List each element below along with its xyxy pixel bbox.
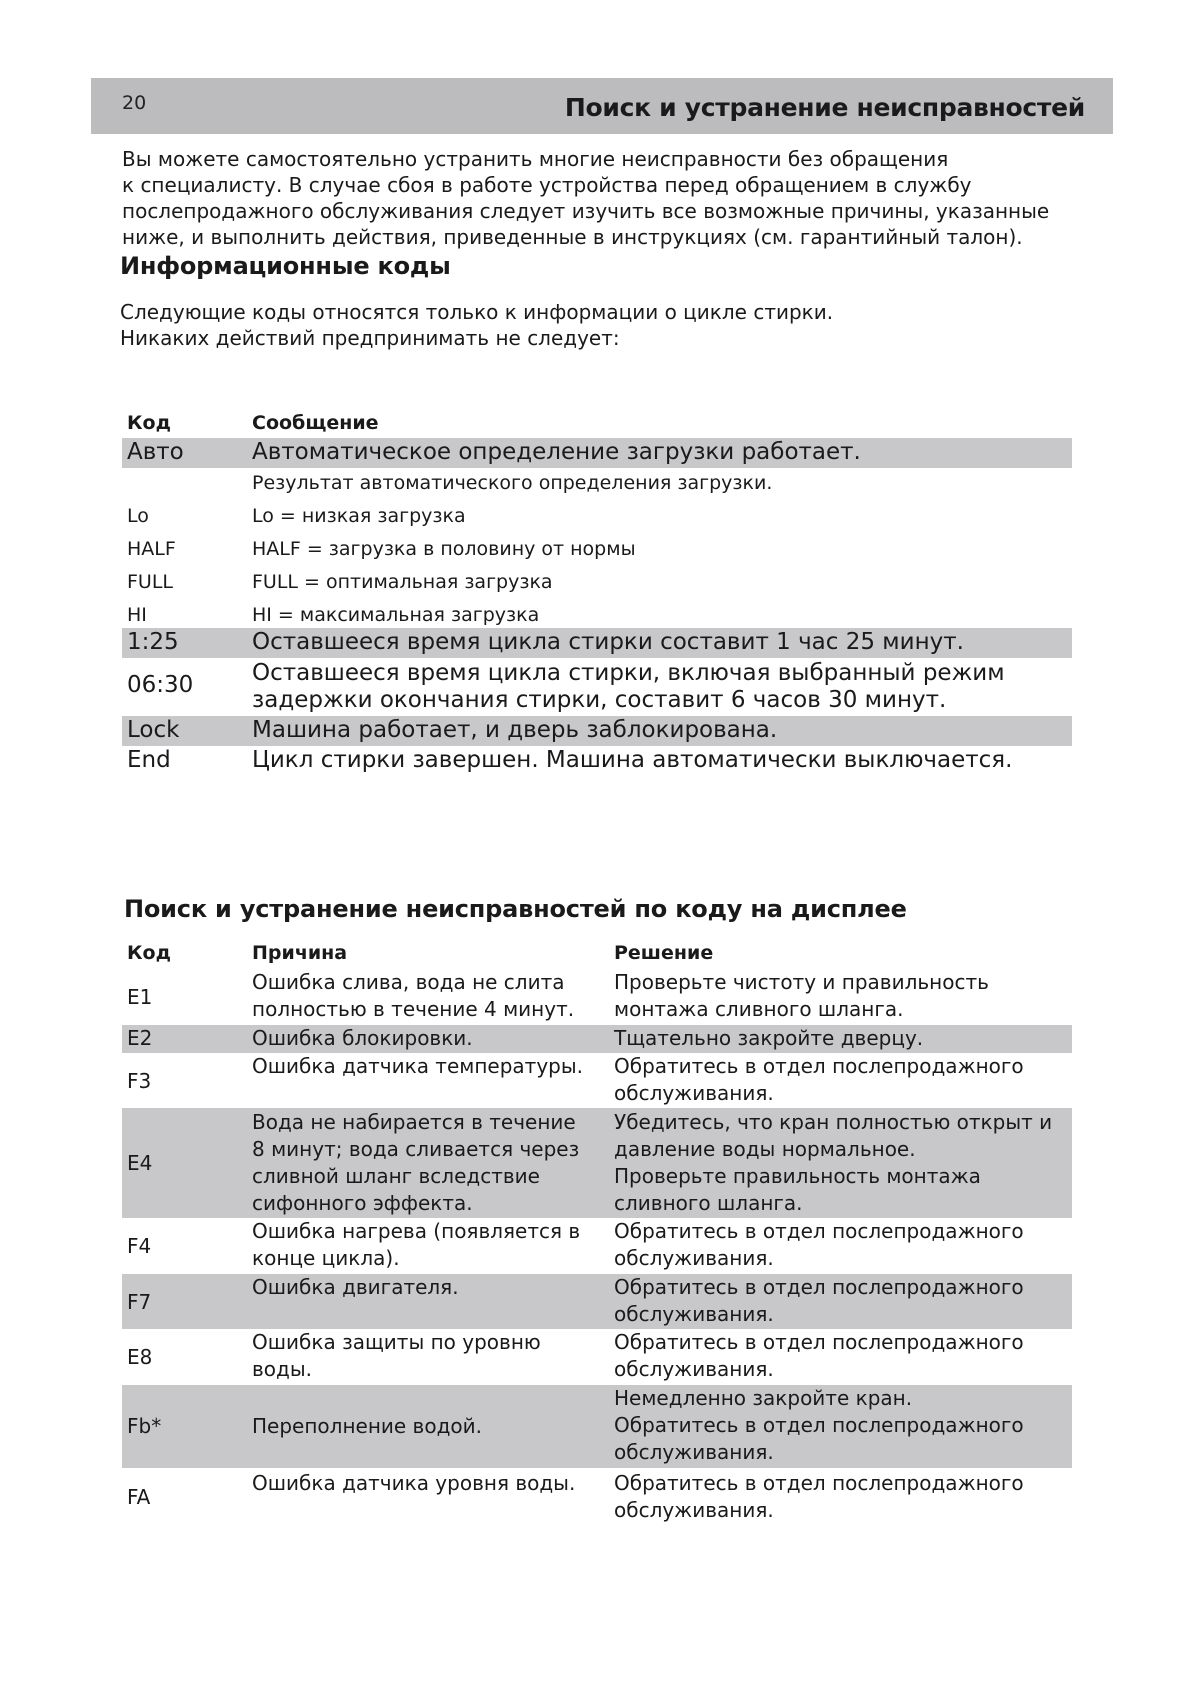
fix-line: обслуживания. [614,1498,774,1522]
fix-cell [614,1470,1072,1524]
fix-line: Проверьте правильность монтажа [614,1164,981,1188]
cause-cell [252,1329,612,1383]
code-cell: 06:30 [127,672,194,698]
message-cell: Результат автоматического определения загрузки. [252,472,773,494]
table-row [122,438,1072,468]
message-cell: Lo = низкая загрузка [252,505,466,527]
cause-cell [252,1218,612,1272]
table-header [122,410,1072,438]
code-cell: F3 [127,1069,152,1093]
cause-cell [252,1053,612,1080]
fix-line: Обратитесь в отдел послепродажного [614,1275,1024,1299]
fix-cell [614,1385,1072,1466]
fix-line: обслуживания. [614,1302,774,1326]
cause-line: Ошибка защиты по уровню [252,1330,541,1354]
page-title: Поиск и устранение неисправностей [564,93,1085,122]
fix-line: Обратитесь в отдел послепродажного [614,1471,1024,1495]
fix-cell [614,1109,1072,1217]
cause-line: воды. [252,1357,312,1381]
table-row [122,500,1072,533]
intro-line: к специалисту. В случае сбоя в работе устройства перед обращением в службу [122,173,972,197]
page-number: 20 [122,92,147,114]
message-cell: Автоматическое определение загрузки работает. [252,439,861,465]
code-cell: E2 [127,1026,153,1050]
code-cell: F7 [127,1290,152,1314]
fix-cell [614,1025,1072,1052]
cause-cell [252,1413,612,1440]
fix-cell [614,1274,1072,1328]
fix-line: обслуживания. [614,1357,774,1381]
fix-cell [614,1329,1072,1383]
table-row [122,969,1072,1025]
code-cell: F4 [127,1234,152,1258]
fault-codes-table [122,941,1072,1528]
fix-line: сливного шланга. [614,1191,803,1215]
cause-line: 8 минут; вода сливается через [252,1137,580,1161]
code-cell: FULL [127,571,174,593]
intro-line: Вы можете самостоятельно устранить многие неисправности без обращения [122,147,949,171]
message-cell: HI = максимальная загрузка [252,604,540,626]
code-cell: Fb* [127,1414,162,1438]
table-row [122,1053,1072,1108]
cause-cell [252,1025,612,1052]
info-intro-line: Никаких действий предпринимать не следует: [120,326,620,350]
message-cell: FULL = оптимальная загрузка [252,571,553,593]
cause-line: Ошибка датчика уровня воды. [252,1471,576,1495]
cause-line: Ошибка датчика температуры. [252,1054,584,1078]
message-cell [252,660,1068,714]
table-row [122,1329,1072,1385]
cause-cell [252,1274,612,1301]
cause-line: Ошибка блокировки. [252,1026,473,1050]
table-row [122,716,1072,746]
info-codes-title: Информационные коды [120,252,451,280]
cause-line: Ошибка двигателя. [252,1275,459,1299]
code-cell: End [127,747,171,773]
table-row [122,1025,1072,1053]
fix-line: Обратитесь в отдел послепродажного [614,1054,1024,1078]
table-row [122,1385,1072,1468]
col-fix-header: Решение [614,942,714,964]
message-line: Оставшееся время цикла стирки, включая выбранный режим [252,660,1005,686]
message-cell: Цикл стирки завершен. Машина автоматически выключается. [252,747,1013,773]
intro-line: ниже, и выполнить действия, приведенные в инструкциях (см. гарантийный талон). [122,225,1023,249]
code-cell: FA [127,1485,151,1509]
col-cause-header: Причина [252,942,348,964]
table-row [122,658,1072,716]
table-row [122,1218,1072,1274]
table-row [122,1108,1072,1218]
fix-line: обслуживания. [614,1440,774,1464]
code-cell: E4 [127,1151,153,1175]
table-row [122,468,1072,500]
fix-cell [614,1053,1072,1107]
cause-line: сифонного эффекта. [252,1191,473,1215]
code-cell: E1 [127,985,153,1009]
table-header [122,941,1072,969]
cause-line: Ошибка нагрева (появляется в [252,1219,581,1243]
cause-line: Вода не набирается в течение [252,1110,576,1134]
fix-line: обслуживания. [614,1246,774,1270]
code-cell: 1:25 [127,629,179,655]
fix-line: Проверьте чистоту и правильность [614,970,989,994]
code-cell: Lo [127,505,149,527]
cause-line: Ошибка слива, вода не слита [252,970,565,994]
cause-cell [252,969,612,1023]
code-cell: Авто [127,439,184,465]
intro-line: послепродажного обслуживания следует изучить все возможные причины, указанные [122,199,1050,223]
fix-line: обслуживания. [614,1081,774,1105]
message-cell: HALF = загрузка в половину от нормы [252,538,636,560]
fix-line: Тщательно закройте дверцу. [614,1026,924,1050]
table-row [122,599,1072,628]
cause-line: Переполнение водой. [252,1414,482,1438]
info-intro-line: Следующие коды относятся только к информации о цикле стирки. [120,300,834,324]
fix-line: давление воды нормальное. [614,1137,916,1161]
table-row [122,1274,1072,1329]
table-row [122,533,1072,566]
cause-line: конце цикла). [252,1246,400,1270]
code-cell: Lock [127,717,180,743]
cause-cell [252,1109,612,1217]
fix-line: Обратитесь в отдел послепродажного [614,1413,1024,1437]
fault-codes-title: Поиск и устранение неисправностей по коду на дисплее [124,895,907,923]
table-row [122,746,1072,778]
fix-cell [614,969,1072,1023]
table-row [122,628,1072,658]
code-cell: E8 [127,1345,153,1369]
cause-line: полностью в течение 4 минут. [252,997,575,1021]
message-line: задержки окончания стирки, составит 6 часов 30 минут. [252,687,947,713]
col-code-header: Код [127,942,171,964]
cause-line: сливной шланг вследствие [252,1164,540,1188]
fix-line: Немедленно закройте кран. [614,1386,913,1410]
code-cell: HI [127,604,147,626]
info-codes-table [122,410,1072,778]
col-message-header: Сообщение [252,412,379,434]
fix-line: Убедитесь, что кран полностью открыт и [614,1110,1053,1134]
fix-line: монтажа сливного шланга. [614,997,904,1021]
table-row [122,566,1072,599]
message-cell: Оставшееся время цикла стирки составит 1 час 25 минут. [252,629,964,655]
intro-paragraph [122,146,1082,250]
code-cell: HALF [127,538,176,560]
message-cell: Машина работает, и дверь заблокирована. [252,717,778,743]
fix-line: Обратитесь в отдел послепродажного [614,1330,1024,1354]
info-codes-intro [120,299,833,351]
table-row [122,1468,1072,1528]
col-code-header: Код [127,412,171,434]
fix-cell [614,1218,1072,1272]
cause-cell [252,1470,612,1497]
fix-line: Обратитесь в отдел послепродажного [614,1219,1024,1243]
